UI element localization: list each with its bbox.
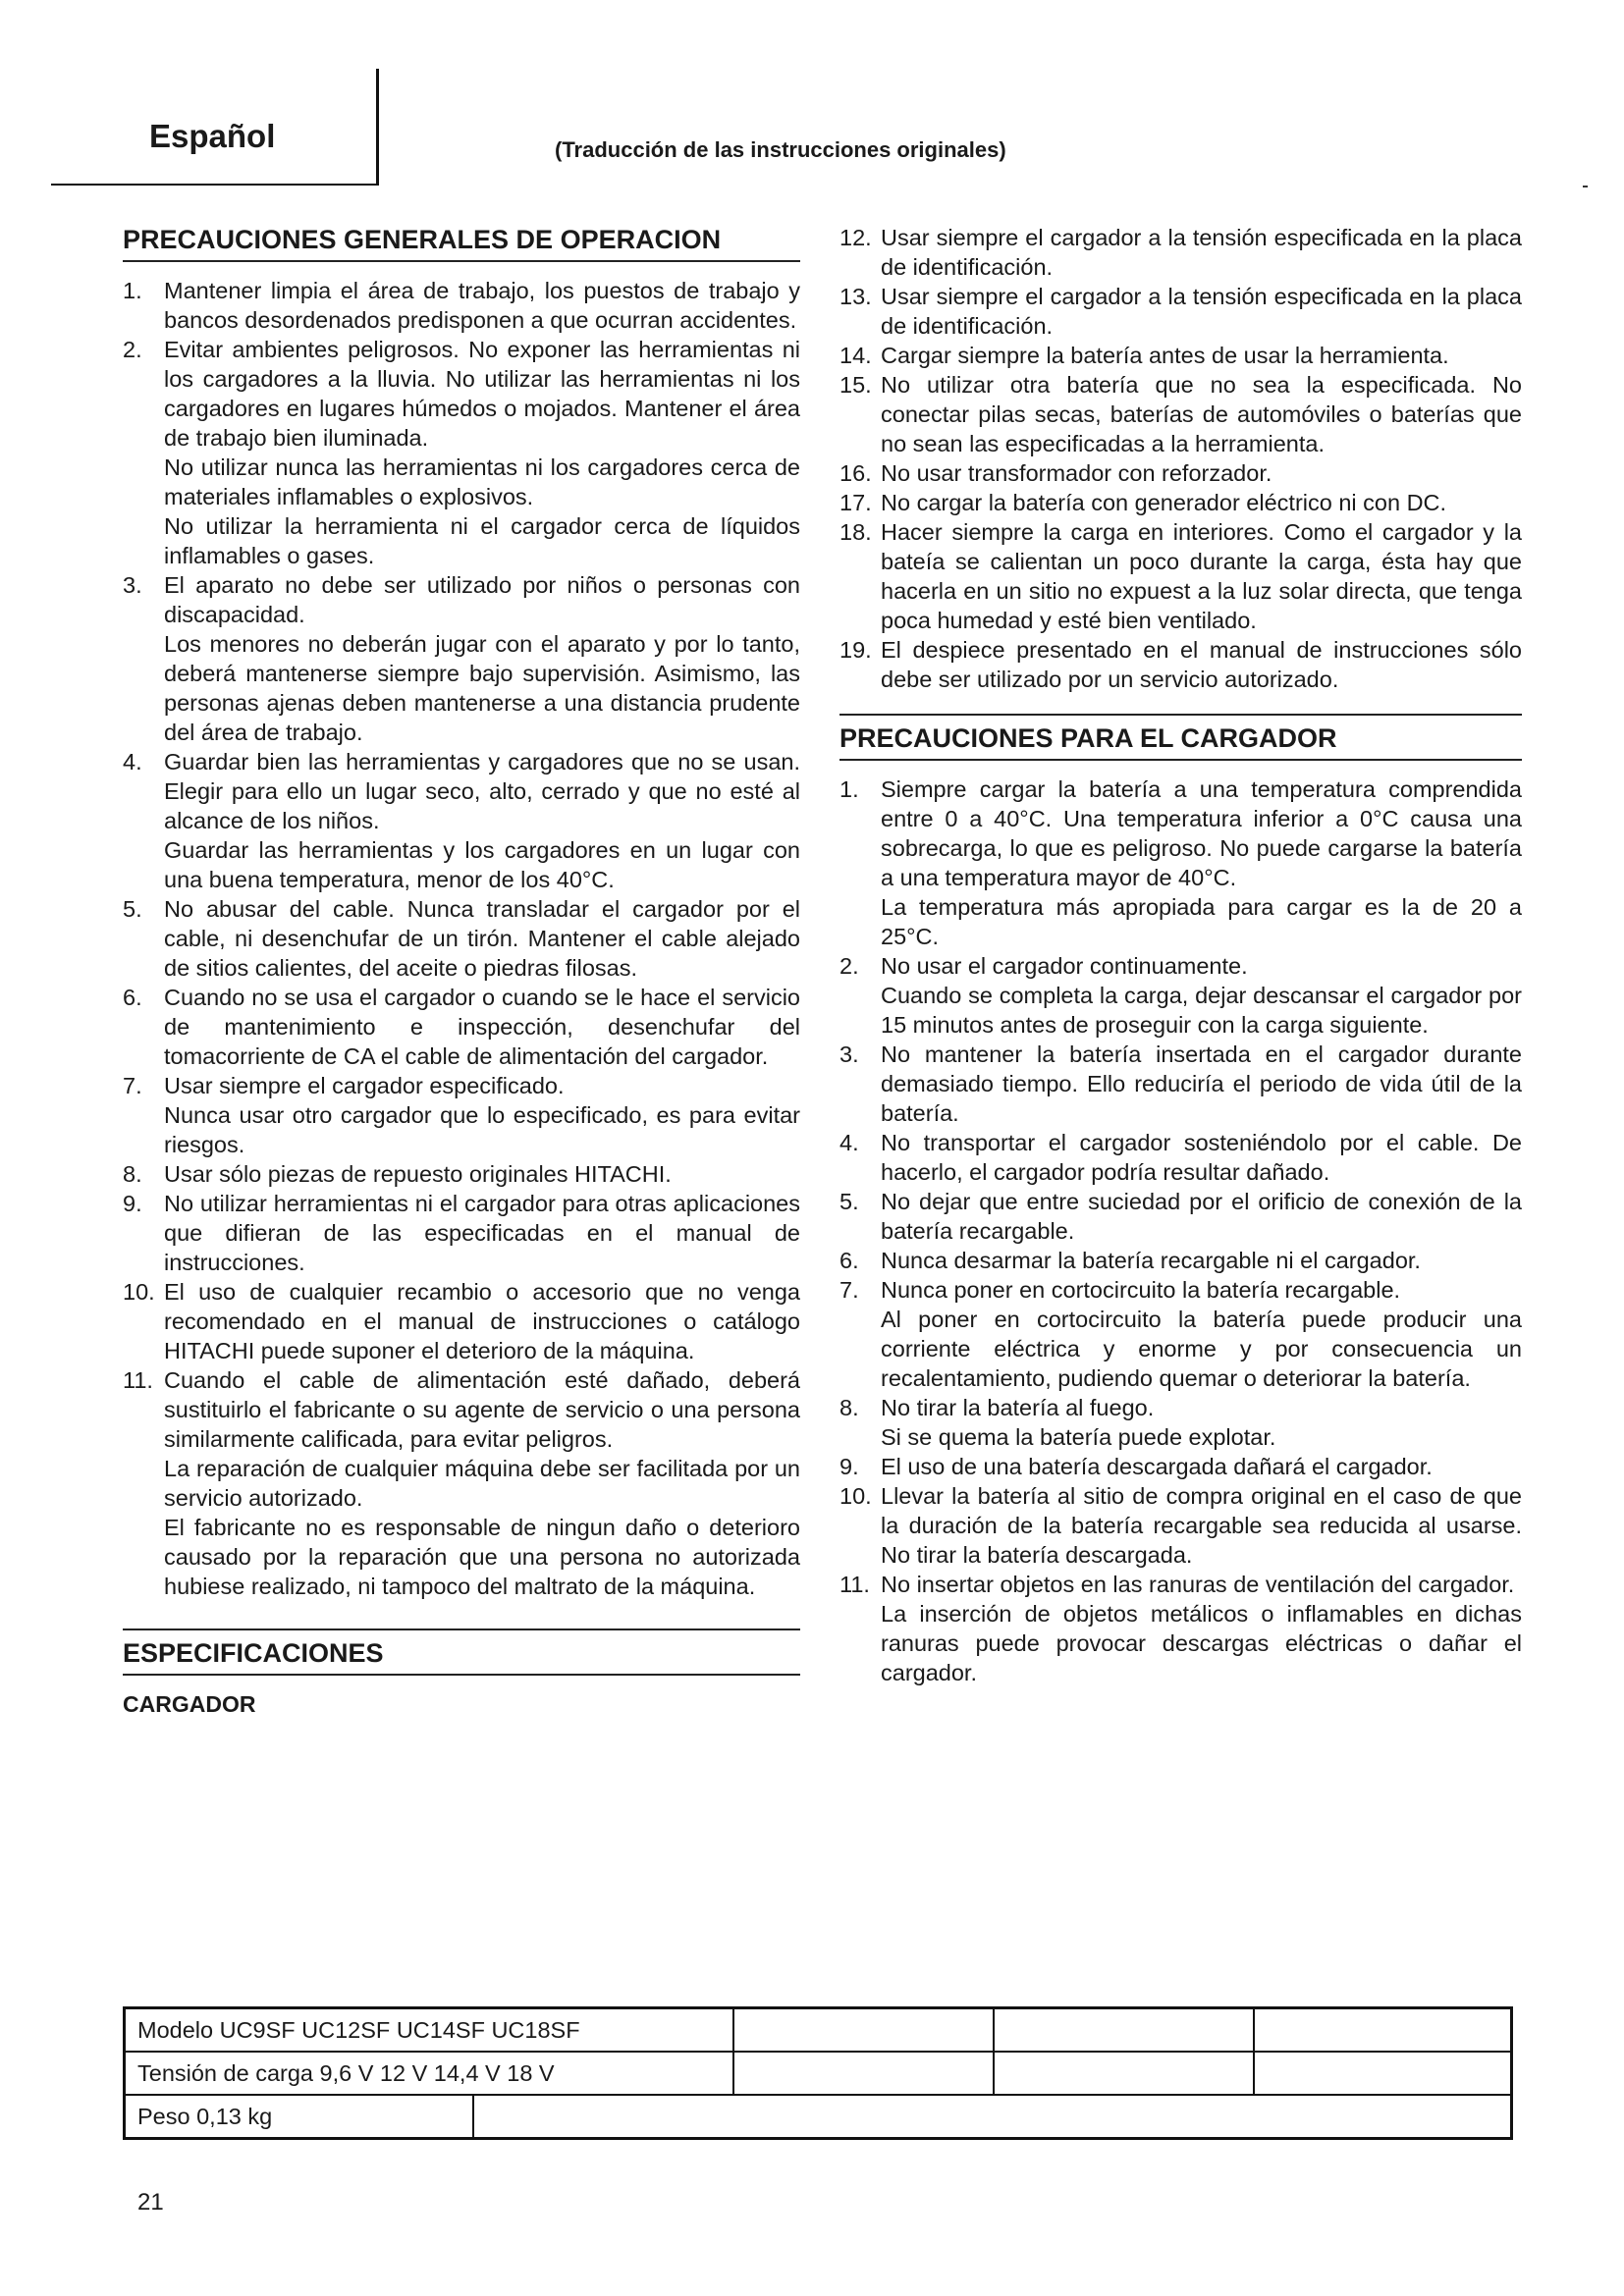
item-body bbox=[881, 517, 1522, 635]
item-paragraph: No utilizar otra batería que no sea la especificada. No conectar pilas secas, baterías de automóviles o baterías que no sean las especificadas a la herramienta. bbox=[881, 372, 1522, 456]
item-paragraph: Guardar bien las herramientas y cargadores que no se usan. Elegir para ello un lugar seco, alto, cerrado y que no esté al alcance de los niños. bbox=[164, 749, 800, 833]
item-number: 16. bbox=[839, 460, 872, 486]
list-item bbox=[123, 570, 800, 747]
charger-subheading: CARGADOR bbox=[123, 1691, 256, 1717]
item-paragraph: Nunca poner en cortocircuito la batería recargable. bbox=[881, 1277, 1401, 1303]
empty-cell bbox=[994, 2008, 1254, 2053]
item-paragraph: El aparato no debe ser utilizado por niños o personas con discapacidad. bbox=[164, 572, 800, 627]
list-item bbox=[839, 1275, 1522, 1393]
list-item bbox=[839, 517, 1522, 635]
item-paragraph: Usar sólo piezas de repuesto originales HITACHI. bbox=[164, 1161, 672, 1187]
item-paragraph: El fabricante no es responsable de ningun daño o deterioro causado por la reparación que una persona no autorizada hubiese realizado, ni tampoco del maltrato de la máquina. bbox=[164, 1515, 800, 1599]
item-number: 5. bbox=[123, 896, 142, 922]
list-item bbox=[123, 1365, 800, 1601]
item-body bbox=[881, 635, 1522, 694]
charger-precautions-heading: PRECAUCIONES PARA EL CARGADOR bbox=[839, 714, 1522, 761]
item-body bbox=[881, 1393, 1522, 1452]
list-item bbox=[123, 1071, 800, 1159]
page-number: 21 bbox=[137, 2189, 164, 2216]
item-number: 6. bbox=[123, 985, 142, 1010]
item-paragraph: Usar siempre el cargador a la tensión especificada en la placa de identificación. bbox=[881, 225, 1522, 280]
item-body bbox=[881, 1481, 1522, 1570]
item-number: 15. bbox=[839, 372, 872, 398]
item-paragraph: No mantener la batería insertada en el cargador durante demasiado tiempo. Ello reduciría el periodo de vida útil de la batería. bbox=[881, 1041, 1522, 1126]
list-item bbox=[123, 1277, 800, 1365]
item-number: 3. bbox=[839, 1041, 859, 1067]
empty-cell bbox=[733, 2052, 994, 2095]
item-number: 2. bbox=[123, 337, 142, 362]
language-label: Español bbox=[149, 118, 276, 154]
item-body bbox=[881, 223, 1522, 282]
item-number: 7. bbox=[123, 1073, 142, 1098]
empty-cell bbox=[1254, 2052, 1512, 2095]
item-paragraph: La reparación de cualquier máquina debe ser facilitada por un servicio autorizado. bbox=[164, 1456, 800, 1511]
item-number: 1. bbox=[839, 776, 859, 802]
item-number: 4. bbox=[123, 749, 142, 774]
item-body bbox=[881, 370, 1522, 458]
item-body bbox=[881, 1275, 1522, 1393]
item-number: 8. bbox=[839, 1395, 859, 1420]
specifications-table bbox=[123, 2006, 1513, 2140]
model-row-cell: Modelo UC9SF UC12SF UC14SF UC18SF bbox=[125, 2008, 733, 2053]
empty-cell bbox=[473, 2095, 1512, 2139]
specifications-heading: ESPECIFICACIONES bbox=[123, 1629, 800, 1676]
table-row bbox=[125, 2052, 1512, 2095]
list-item bbox=[839, 951, 1522, 1040]
item-paragraph: Guardar las herramientas y los cargadores en un lugar con una buena temperatura, menor de los 40°C. bbox=[164, 837, 800, 892]
right-column bbox=[839, 223, 1522, 1687]
table-row bbox=[125, 2095, 1512, 2139]
item-paragraph: Hacer siempre la carga en interiores. Como el cargador y la bateía se calientan un poco durante la carga, ésta hay que hacerla en un sitio no expuest a la luz solar directa, que tenga poca humedad y esté bien ventilado. bbox=[881, 519, 1522, 633]
item-body bbox=[164, 1189, 800, 1277]
voltage-row-cell: Tensión de carga 9,6 V 12 V 14,4 V 18 V bbox=[125, 2052, 733, 2095]
item-number: 8. bbox=[123, 1161, 142, 1187]
list-item bbox=[839, 1481, 1522, 1570]
table-row bbox=[125, 2008, 1512, 2053]
item-paragraph: No usar transformador con reforzador. bbox=[881, 460, 1272, 486]
item-paragraph: Cargar siempre la batería antes de usar la herramienta. bbox=[881, 343, 1449, 368]
item-body bbox=[881, 488, 1522, 517]
item-number: 4. bbox=[839, 1130, 859, 1155]
item-paragraph: Cuando el cable de alimentación esté dañado, deberá sustituirlo el fabricante o su agente de servicio o una persona similarmente calificada, para evitar peligros. bbox=[164, 1367, 800, 1452]
item-body bbox=[164, 894, 800, 983]
list-item bbox=[839, 1187, 1522, 1246]
item-number: 5. bbox=[839, 1189, 859, 1214]
item-number: 19. bbox=[839, 637, 872, 663]
item-paragraph: El uso de una batería descargada dañará el cargador. bbox=[881, 1454, 1433, 1479]
item-paragraph: Al poner en cortocircuito la batería puede producir una corriente eléctrica y enorme y por consecuencia un recalentamiento, pudiendo quemar o deteriorar la batería. bbox=[881, 1307, 1522, 1391]
item-number: 12. bbox=[839, 225, 872, 250]
item-body bbox=[164, 1365, 800, 1601]
item-number: 10. bbox=[123, 1279, 155, 1305]
item-number: 9. bbox=[123, 1191, 142, 1216]
list-item bbox=[123, 1189, 800, 1277]
list-item bbox=[123, 276, 800, 335]
item-number: 6. bbox=[839, 1248, 859, 1273]
item-paragraph: La inserción de objetos metálicos o inflamables en dichas ranuras puede provocar descargas eléctricas o dañar el cargador. bbox=[881, 1601, 1522, 1685]
item-number: 10. bbox=[839, 1483, 872, 1509]
item-paragraph: Si se quema la batería puede explotar. bbox=[881, 1424, 1276, 1450]
header-horizontal-rule bbox=[51, 184, 379, 186]
item-number: 13. bbox=[839, 284, 872, 309]
item-body bbox=[881, 774, 1522, 951]
item-paragraph: Cuando no se usa el cargador o cuando se le hace el servicio de mantenimiento e inspección, desenchufar del tomacorriente de CA el cable de alimentación del cargador. bbox=[164, 985, 800, 1069]
item-paragraph: Los menores no deberán jugar con el aparato y por lo tanto, deberá mantenerse siempre bajo supervisión. Asimismo, las personas ajenas deben mantenerse a una distancia prudente del área de trabajo. bbox=[164, 631, 800, 745]
item-body bbox=[164, 335, 800, 570]
charger-precautions-list bbox=[839, 774, 1522, 1687]
item-paragraph: Nunca usar otro cargador que lo especificado, es para evitar riesgos. bbox=[164, 1102, 800, 1157]
item-paragraph: Evitar ambientes peligrosos. No exponer las herramientas ni los cargadores a la lluvia. No utilizar las herramientas ni los cargadores en lugares húmedos o mojados. Mantener el área de trabajo bien iluminada. bbox=[164, 337, 800, 451]
list-item bbox=[123, 747, 800, 894]
item-paragraph: No transportar el cargador sosteniéndolo por el cable. De hacerlo, el cargador podría resultar dañado. bbox=[881, 1130, 1522, 1185]
item-paragraph: No utilizar la herramienta ni el cargador cerca de líquidos inflamables o gases. bbox=[164, 513, 800, 568]
list-item bbox=[839, 1040, 1522, 1128]
item-paragraph: Siempre cargar la batería a una temperatura comprendida entre 0 a 40°C. Una temperatura inferior a 0°C causa una sobrecarga, lo que es peligroso. No puede cargarse la batería a una temperatura mayor de 40°C. bbox=[881, 776, 1522, 890]
list-item bbox=[839, 341, 1522, 370]
item-paragraph: La temperatura más apropiada para cargar es la de 20 a 25°C. bbox=[881, 894, 1522, 949]
general-precautions-heading: PRECAUCIONES GENERALES DE OPERACION bbox=[123, 223, 800, 262]
margin-tick bbox=[1583, 186, 1588, 187]
weight-row-cell: Peso 0,13 kg bbox=[125, 2095, 473, 2139]
item-body bbox=[881, 458, 1522, 488]
list-item bbox=[839, 488, 1522, 517]
item-paragraph: Usar siempre el cargador especificado. bbox=[164, 1073, 565, 1098]
list-item bbox=[123, 894, 800, 983]
item-paragraph: Usar siempre el cargador a la tensión especificada en la placa de identificación. bbox=[881, 284, 1522, 339]
item-body bbox=[881, 1128, 1522, 1187]
item-paragraph: No cargar la batería con generador eléctrico ni con DC. bbox=[881, 490, 1447, 515]
list-item bbox=[839, 635, 1522, 694]
header-vertical-rule bbox=[376, 69, 379, 185]
list-item bbox=[839, 774, 1522, 951]
item-body bbox=[881, 1246, 1522, 1275]
list-item bbox=[839, 370, 1522, 458]
item-paragraph: Llevar la batería al sitio de compra original en el caso de que la duración de la batería recargable sea reducida al usarse. No tirar la batería descargada. bbox=[881, 1483, 1522, 1568]
item-number: 3. bbox=[123, 572, 142, 598]
item-paragraph: Mantener limpia el área de trabajo, los puestos de trabajo y bancos desordenados predisponen a que ocurran accidentes. bbox=[164, 278, 800, 333]
list-item bbox=[123, 335, 800, 570]
item-paragraph: No tirar la batería al fuego. bbox=[881, 1395, 1155, 1420]
list-item bbox=[839, 1128, 1522, 1187]
item-body bbox=[881, 1187, 1522, 1246]
empty-cell bbox=[1254, 2008, 1512, 2053]
general-precautions-list-continued bbox=[839, 223, 1522, 694]
item-body bbox=[881, 1040, 1522, 1128]
header-subtitle: (Traducción de las instrucciones originales) bbox=[555, 137, 1006, 162]
item-number: 2. bbox=[839, 953, 859, 979]
item-paragraph: El uso de cualquier recambio o accesorio que no venga recomendado en el manual de instrucciones o catálogo HITACHI puede suponer el deterioro de la máquina. bbox=[164, 1279, 800, 1363]
item-body bbox=[164, 983, 800, 1071]
empty-cell bbox=[733, 2008, 994, 2053]
item-body bbox=[881, 341, 1522, 370]
item-paragraph: Nunca desarmar la batería recargable ni el cargador. bbox=[881, 1248, 1421, 1273]
list-item bbox=[123, 983, 800, 1071]
item-paragraph: No utilizar nunca las herramientas ni los cargadores cerca de materiales inflamables o explosivos. bbox=[164, 454, 800, 509]
item-body bbox=[164, 747, 800, 894]
item-paragraph: No abusar del cable. Nunca transladar el cargador por el cable, ni desenchufar de un tirón. Mantener el cable alejado de sitios calientes, del aceite o piedras filosas. bbox=[164, 896, 800, 981]
item-body bbox=[164, 276, 800, 335]
list-item bbox=[123, 1159, 800, 1189]
item-body bbox=[881, 951, 1522, 1040]
item-body bbox=[881, 1452, 1522, 1481]
item-number: 17. bbox=[839, 490, 872, 515]
item-number: 9. bbox=[839, 1454, 859, 1479]
item-number: 11. bbox=[839, 1572, 870, 1597]
item-paragraph: Cuando se completa la carga, dejar descansar el cargador por 15 minutos antes de proseguir con la carga siguiente. bbox=[881, 983, 1522, 1038]
item-body bbox=[164, 570, 800, 747]
item-paragraph: No usar el cargador continuamente. bbox=[881, 953, 1248, 979]
item-body bbox=[881, 1570, 1522, 1687]
item-paragraph: No dejar que entre suciedad por el orificio de conexión de la batería recargable. bbox=[881, 1189, 1522, 1244]
list-item bbox=[839, 282, 1522, 341]
item-body bbox=[164, 1071, 800, 1159]
item-paragraph: El despiece presentado en el manual de instrucciones sólo debe ser utilizado por un servicio autorizado. bbox=[881, 637, 1522, 692]
left-column bbox=[123, 223, 800, 1719]
empty-cell bbox=[994, 2052, 1254, 2095]
list-item bbox=[839, 1452, 1522, 1481]
item-number: 18. bbox=[839, 519, 872, 545]
item-paragraph: No utilizar herramientas ni el cargador para otras aplicaciones que difieran de las especificadas en el manual de instrucciones. bbox=[164, 1191, 800, 1275]
item-number: 11. bbox=[123, 1367, 153, 1393]
item-number: 1. bbox=[123, 278, 142, 303]
list-item bbox=[839, 223, 1522, 282]
item-body bbox=[164, 1159, 800, 1189]
list-item bbox=[839, 458, 1522, 488]
item-number: 14. bbox=[839, 343, 872, 368]
list-item bbox=[839, 1393, 1522, 1452]
general-precautions-list bbox=[123, 276, 800, 1601]
list-item bbox=[839, 1246, 1522, 1275]
item-paragraph: No insertar objetos en las ranuras de ventilación del cargador. bbox=[881, 1572, 1515, 1597]
item-body bbox=[881, 282, 1522, 341]
list-item bbox=[839, 1570, 1522, 1687]
item-number: 7. bbox=[839, 1277, 859, 1303]
item-body bbox=[164, 1277, 800, 1365]
